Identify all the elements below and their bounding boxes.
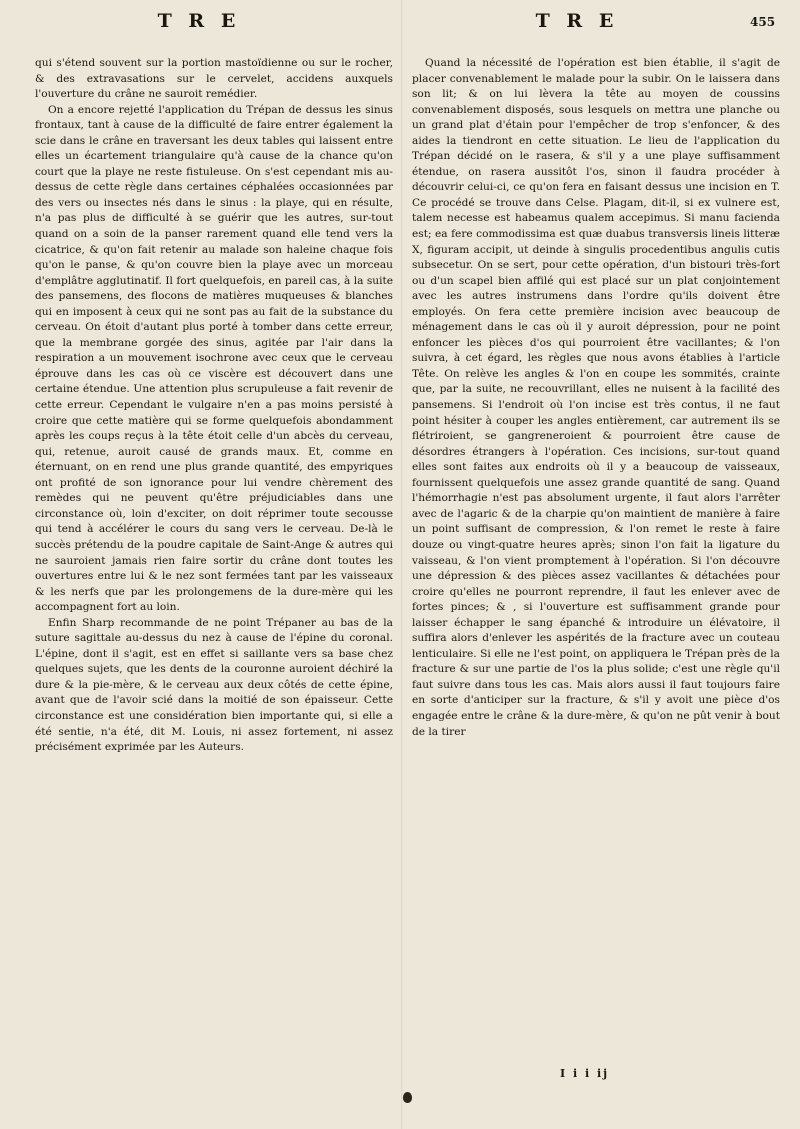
- left-text-column: [35, 56, 393, 756]
- ink-blot: [403, 1092, 412, 1103]
- paragraph: qui s'étend souvent sur la portion mastoïdienne ou sur le rocher, & des extravasations sur le cervelet, accidens auxquels l'ouverture du crâne ne sauroit remédier.: [35, 57, 393, 101]
- gutter-shadow: [401, 0, 403, 1129]
- right-text-column: [412, 56, 780, 740]
- signature-mark: I i i ij: [560, 1067, 610, 1080]
- paragraph: Quand la nécessité de l'opération est bien établie, il s'agit de placer convenablement le malade pour la subir. On le laissera dans son lit; & on lui lèvera la tête au moyen de coussins convenablement disposés, sous lesquels on mettra une planche ou un grand plat d'étain pour l'empêcher de trop s'enfoncer, & des aides la tiendront en cette situation. Le lieu de l'application du Trépan décidé on le rasera, & s'il y a une playe suffisamment étendue, on rasera aussitôt l'os, sinon il faudra procéder à découvrir celui-ci, ce qu'on fera en faisant dessus une incision en T. Ce procédé se trouve dans Celse. Plagam, dit-il, si ex vulnere est, talem necesse est habeamus qualem accepimus. Si manu facienda est; ea fere commodissima est quæ duabus transversis lineis litteræ X, figuram accipit, ut deinde à singulis procedentibus angulis cutis subsecetur. On se sert, pour cette opération, d'un bistouri très-fort ou d'un scapel bien affilé qui est placé sur un plat conjointement avec les autres instrumens dans l'ordre qu'ils doivent être employés. On fera cette première incision avec beaucoup de ménagement dans le cas où il y auroit dépression, pour ne point enfoncer les pièces d'os qui pourroient être vacillantes; & l'on suivra, à cet égard, les règles que nous avons établies à l'article Tête. On relève les angles & l'on en coupe les sommités, crainte que, par la suite, ne recouvrillant, elles ne nuisent à la facilité des pansemens. Si l'endroit où l'on incise est très contus, il ne faut point hésiter à couper les angles entièrement, car autrement ils se flétriroient, se gangreneroient & pourroient être cause de désordres étrangers à l'opération. Ces incisions, sur-tout quand elles sont faites aux endroits où il y a beaucoup de vaisseaux, fournissent quelquefois une assez grande quantité de sang. Quand l'hémorrhagie n'est pas absolument urgente, il faut alors l'arrêter avec de l'agaric & de la charpie qu'on maintient de manière à faire un point suffisant de compression, & l'on remet le reste à faire douze ou vingt-quatre heures après; sinon l'on fait la ligature du vaisseau, & l'on vient promptement à l'opération. Si l'on découvre une dépression & des pièces assez vacillantes & détachées pour croire qu'elles ne pourront reprendre, il faut les enlever avec de fortes pinces; & , si l'ouverture est suffisamment grande pour laisser échapper le sang épanché & introduire un élévatoire, il suffira alors d'enlever les aspérités de la fracture avec un couteau lenticulaire. Si elle ne l'est point, on appliquera le Trépan près de la fracture & sur une partie de l'os la plus solide; c'est une règle qu'il faut suivre dans tous les cas. Mais alors aussi il faut toujours faire en sorte d'anticiper sur la fracture, & s'il y avoit une pièce d'os engagée entre le crâne & la dure-mère, & qu'on ne pût venir à bout de la tirer: [412, 57, 780, 738]
- page-number: 455: [750, 15, 776, 29]
- paragraph: Enfin Sharp recommande de ne point Trépaner au bas de la suture sagittale au-dessus du nez à cause de l'épine du coronal. L'épine, dont il s'agit, est en effet si saillante vers sa base chez quelques sujets, que les dents de la couronne auroient déchiré la dure & la pie-mère, & le cerveau aux deux côtés de cette épine, avant que de l'avoir scié dans la moitié de son épaisseur. Cette circonstance est une considération bien importante qui, si elle a été sentie, n'a été, dit M. Louis, ni assez fortement, ni assez précisément exprimée par les Auteurs.: [35, 616, 393, 754]
- paragraph: On a encore rejetté l'application du Trépan de dessus les sinus frontaux, tant à cause de la difficulté de faire entrer également la scie dans le crâne en traversant les deux tables qui laissent entre elles un écartement triangulaire qu'à cause de la chance qu'on court que la playe ne reste fistuleuse. On s'est cependant mis au-dessus de cette règle dans certaines céphalées occasionnées par des vers ou insectes nés dans le sinus : la playe, qui en résulte, n'a pas plus de difficulté à se guérir que les autres, sur-tout quand on a soin de la panser rarement quand elle tend vers la cicatrice, & qu'on fait retenir au malade son haleine chaque fois qu'on le panse, & qu'on couvre bien la playe avec un morceau d'emplâtre agglutinatif. Il fort quelquefois, en pareil cas, à la suite des pansemens, des flocons de matières muqueuses & blanches qui en imposent à ceux qui ne sont pas au fait de la substance du cerveau. On étoit d'autant plus porté à tomber dans cette erreur, que la membrane gorgée des sinus, agitée par l'air dans la respiration a un mouvement isochrone avec ceux que le cerveau éprouve dans les cas où ce viscère est découvert dans une certaine étendue. Une attention plus scrupuleuse a fait revenir de cette erreur. Cependant le vulgaire n'en a pas moins persisté à croire que cette matière qui se forme quelquefois abondamment après les coups reçus à la tête étoit celle d'un abcès du cerveau, qui, retenue, auroit causé de grands maux. Et, comme en éternuant, on en rend une plus grande quantité, des empyriques ont profité de son ignorance pour lui vendre chèrement des remèdes qui ne peuvent qu'être préjudiciables dans une circonstance où, loin d'exciter, on doit réprimer toute secousse qui tend à accélérer le cours du sang vers le cerveau. De-là le succès prétendu de la poudre capitale de Saint-Ange & autres qui ne sauroient jamais rien faire sortir du crâne dont toutes les ouvertures entre lui & le nez sont fermées tant par les vaisseaux & les nerfs que par les prolongemens de la dure-mère qui les accompagnent fort au loin.: [35, 103, 393, 614]
- running-head-left: T R E: [157, 10, 241, 32]
- running-head-right: T R E: [535, 10, 619, 32]
